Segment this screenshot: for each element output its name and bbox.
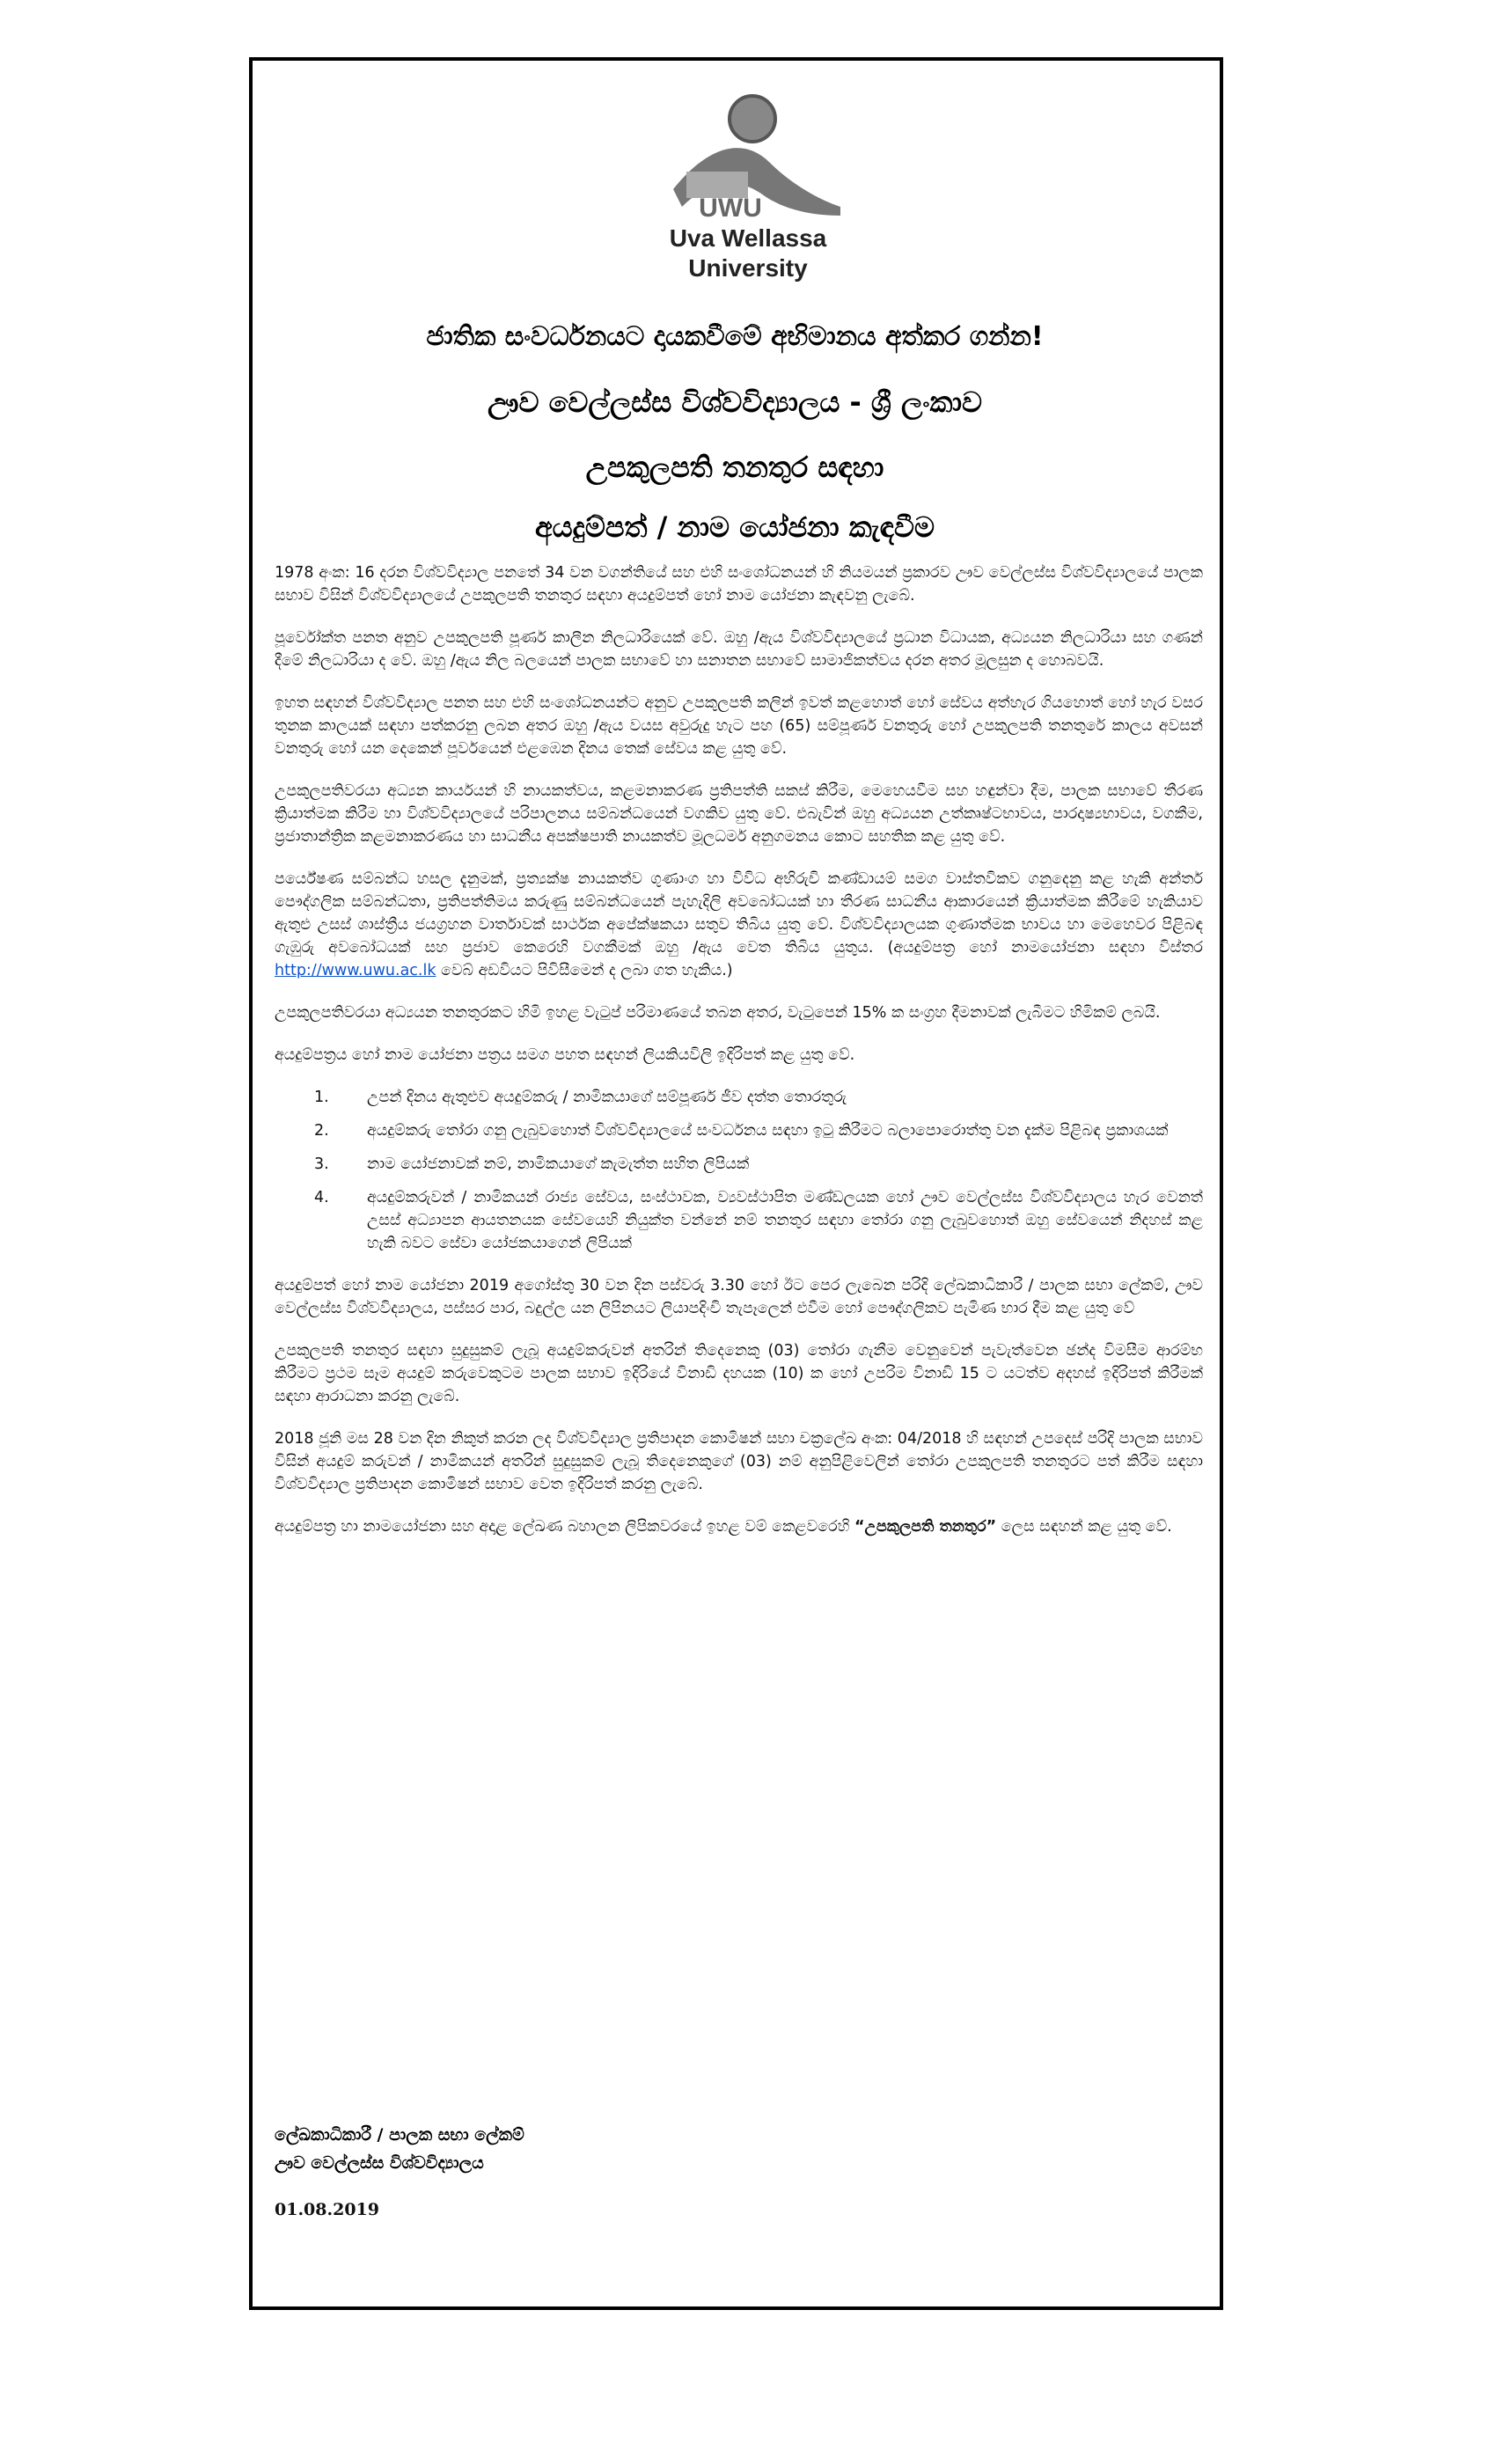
list-number: 1.: [314, 1089, 329, 1106]
logo-abbr: UWU: [699, 194, 762, 223]
paragraph-7: අයදුම්පත්‍රය හෝ නාම යෝජනා පත්‍රය සමග පහත සඳහන් ලියකියවිලි ඉදිරිපත් කළ යුතු වේ.: [275, 1046, 855, 1064]
slogan-heading: ජාතික සංවර්ධනයට දායකවීමේ අභිමානය අත්කර ගන්න!: [426, 321, 1044, 352]
university-heading: ඌව වෙල්ලස්ස විශ්වවිද්‍යාලය - ශ්‍රී ලංකාව: [487, 385, 983, 419]
paragraph-5: [275, 868, 1203, 982]
list-text: නාම යෝජනාවක් නම්, නාමිකයාගේ කැමැත්ත සහිත ලිපියක්: [367, 1155, 750, 1173]
position-heading: උපකුලපති තනතුර සඳහා: [585, 451, 884, 484]
notice-date: 01.08.2019: [275, 2200, 379, 2219]
paragraph-2: පූර්වෝක්ත පනත අනුව උපකුලපති පූර්ණ කාලීන නිලධාරියෙක් වේ. ඔහු /ඇය විශ්වවිද්‍යාලයේ ප්‍රධාන විධායක, අධ්‍යයන නිලධාරියා සහ ගණන් දීමේ නිලධාරියා ද වේ. ඔහු /ඇය නිල බලයෙන් පාලක සභාවේ හා සනාතන සභාවේ සාමාජිකත්වය දරන අතර මූලසුන ද හොබවයි.: [275, 629, 1203, 670]
logo-line1: Uva Wellassa: [669, 224, 827, 252]
list-text: අයදුම්කරු තෝරා ගනු ලැබුවහොත් විශ්වවිද්‍යාලයේ සංවර්ධනය සඳහා ඉටු කිරීමට බලාපොරොත්තු වන දැක්ම පිළිබඳ ප්‍රකාශයක්: [367, 1122, 1169, 1140]
paragraph-6: උපකුලපතිවරයා අධ්‍යයන තනතුරකට හිමි ඉහළ වැටුප් පරිමාණයේ තබන අතර, වැටුපෙන් 15% ක සංග්‍රහ දීමනාවක් ලැබීමට හිමිකම් ලබයි.: [275, 1004, 1161, 1022]
list-number: 4.: [314, 1189, 329, 1206]
paragraph-10: 2018 ජූනි මස 28 වන දින නිකුත් කරන ලද විශ්වවිද්‍යාල ප්‍රතිපාදන කොමිෂන් සභා චක්‍රලේඛ අංක: 04/2018 හි සඳහන් උපදෙස් පරිදි පාලක සභාව විසින් අයදුම් කරුවන් / නාමිකයන් අතරින් සුදුසුකම් ලැබූ තිදෙනෙකුගේ (03) නම් අනුපිළිවෙලින් තෝරා උපකුලපති තනතුරට පත් කිරීම සඳහා විශ්වවිද්‍යාල ප්‍රතිපාදන කොමිෂන් සභාව වෙත ඉදිරිපත් කරනු ලැබේ.: [275, 1430, 1203, 1493]
list-text: අයදුම්කරුවන් / නාමිකයන් රාජ්‍ය සේවය, සංස්ථාවක, ව්‍යවස්ථාපිත මණ්ඩලයක හෝ ඌව වෙල්ලස්ස විශ්වවිද්‍යාලය හැර වෙනත් උසස් අධ්‍යාපන ආයතනයක සේවයෙහි නියුක්ත වන්නේ නම් තනතුර සඳහා තෝරා ගනු ලැබුවහොත් ඔහු සේවයෙන් නිදහස් කළ හැකි බවට සේවා යෝජකයාගෙන් ලිපියක්: [367, 1189, 1203, 1252]
logo-text: [616, 194, 880, 283]
advertisement-body: [275, 561, 1203, 1558]
signatory-title: ලේඛකාධිකාරී / පාලක සභා ලේකම්: [275, 2125, 524, 2145]
list-number: 3.: [314, 1155, 329, 1173]
list-text: උපන් දිනය ඇතුළුව අයදුම්කරු / නාමිකයාගේ සම්පූර්ණ ජීව දත්ත තොරතුරු: [367, 1089, 847, 1106]
list-item: [275, 1086, 1203, 1109]
paragraph-5-text: පර්යේෂණ සම්බන්ධ හසල දැනුමක්, ප්‍රත්‍යක්ෂ නායකත්ව ගුණාංග හා විවිධ අභිරුචි කණ්ඩායම් සමග වාස්තවිකව ගනුදෙනු කළ හැකි අන්තර් පෞද්ගලික සම්බන්ධතා, ප්‍රතිපත්තිමය කරුණු සම්බන්ධයෙන් පැහැදිලි අවබෝධයක් හා තීරණ සාධනීය ආකාරයෙන් ක්‍රියාත්මක කිරීමේ හැකියාව ඇතුළු උසස් ශාස්ත්‍රීය ජයග්‍රහන වාර්තාවක් සාර්ථක අපේක්ෂකයා සතුව තිබිය යුතු වේ. විශ්වවිද්‍යාලයක ගුණාත්මක භාවය හා මෙහෙවර පිළිබඳ ගැඹුරු අවබෝධයක් සහ ප්‍රජාව කෙරෙහි වගකීමක් ඔහු /ඇය වෙත තිබිය යුතුය. (අයදුම්පත්‍ර හෝ නාමයෝජනා සඳහා විස්තර: [275, 870, 1203, 957]
position-label: “උපකුලපති තනතුර”: [854, 1518, 997, 1536]
list-item: [275, 1119, 1203, 1142]
paragraph-8: අයදුම්පත් හෝ නාම යෝජනා 2019 අගෝස්තු 30 වන දින පස්වරු 3.30 හෝ ඊට පෙර ලැබෙන පරිදි ලේඛකාධිකාරී / පාලක සභා ලේකම්, ඌව වෙල්ලස්ස විශ්වවිද්‍යාලය, පස්සර පාර, බදුල්ල යන ලිපිනයට ලියාපදිංචි තැපෑලෙන් එවීම හෝ පෞද්ගලිකව පැමිණ භාර දීම කළ යුතු වේ: [275, 1277, 1203, 1317]
list-item: [275, 1186, 1203, 1255]
paragraph-11-text: අයදුම්පත්‍ර හා නාමයෝජනා සහ අදාළ ලේඛණ බහාලන ලිපිකවරයේ ඉහළ වම් කෙළවරෙහි: [275, 1518, 855, 1536]
paragraph-1: 1978 අංක: 16 දරන විශ්වවිද්‍යාල පනතේ 34 වන වගන්තියේ සහ එහි සංශෝධනයන් හි නියමයන් ප්‍රකාරව ඌව වෙල්ලස්ස විශ්වවිද්‍යාලයේ පාලක සභාව විසින් විශ්වවිද්‍යාලයේ උපකුලපති තනතුර සඳහා අයදුම්පත් හෝ නාම යෝජනා කැඳවනු ලැබේ.: [275, 564, 1203, 605]
university-website-link[interactable]: http://www.uwu.ac.lk: [275, 962, 436, 979]
paragraph-9: උපකුලපති තනතුර සඳහා සුදුසුකම් ලැබූ අයදුම්කරුවන් අතරින් තිදෙනෙකු (03) තෝරා ගැනීම වෙනුවෙන් පැවැත්වෙන ඡන්ද විමසීම ආරම්භ කිරීමට ප්‍රථම සෑම අයදුම් කරුවෙකුටම පාලක සභාව ඉදිරියේ විනාඩි දහයක (10) ක හෝ උපරිම විනාඩි 15 ට යටත්ව අදහස් ඉදිරිපත් කිරීමක් සඳහා ආරාධනා කරනු ලැබේ.: [275, 1342, 1203, 1405]
list-number: 2.: [314, 1122, 329, 1140]
documents-list: [275, 1086, 1203, 1255]
logo-line2: University: [688, 254, 808, 282]
call-heading: අයදුම්පත් / නාම යෝජනා කැඳවීම: [534, 510, 935, 544]
paragraph-11: [275, 1515, 1203, 1538]
paragraph-3: ඉහත සඳහන් විශ්වවිද්‍යාල පනත සහ එහි සංශෝධනයන්ට අනුව උපකුලපති කලින් ඉවත් කළහොත් හෝ සේවය අත්හැර ගියහොත් හෝ හැර වසර තුනක කාලයක් සඳහා පත්කරනු ලබන අතර ඔහු /ඇය වයස අවුරුදු හැට පහ (65) සම්පූර්ණ වනතුරු හෝ උපකුලපති තනතුරේ කාලය අවසන් වනතුරු හෝ යන දෙකෙන් පූර්වයෙන් එළඹෙන දිනය තෙක් සේවය කළ යුතු වේ.: [275, 694, 1203, 758]
list-item: [275, 1153, 1203, 1176]
signatory-university: ඌව වෙල්ලස්ස විශ්වවිද්‍යාලය: [275, 2153, 484, 2173]
paragraph-11-end: ලෙස සඳහන් කළ යුතු වේ.: [996, 1518, 1172, 1536]
paragraph-5-end: වෙබ් අඩවියට පිවිසීමෙන් ද ලබා ගත හැකිය.): [436, 962, 733, 979]
paragraph-4: උපකුලපතිවරයා අධ්‍යන කාර්යයන් හි නායකත්වය, කළමනාකරණ ප්‍රතිපත්ති සකස් කිරීම, මෙහෙයවීම සහ හඳුන්වා දීම, පාලක සභාවේ තීරණ ක්‍රියාත්මක කිරීම හා විශ්වවිද්‍යාලයේ පරිපාලනය සම්බන්ධයෙන් වගකිව යුතු වේ. එබැවින් ඔහු අධ්‍යයන උත්කෘෂ්ටභාවය, පාරදෘෂ්‍යභාවය, වගකීම, ප්‍රජාතාන්ත්‍රික කළමනාකරණය හා සාධනීය අපක්ෂපාති නායකත්ව මූලධර්ම අනුගමනය කොට සහතික කළ යුතු වේ.: [275, 782, 1203, 846]
